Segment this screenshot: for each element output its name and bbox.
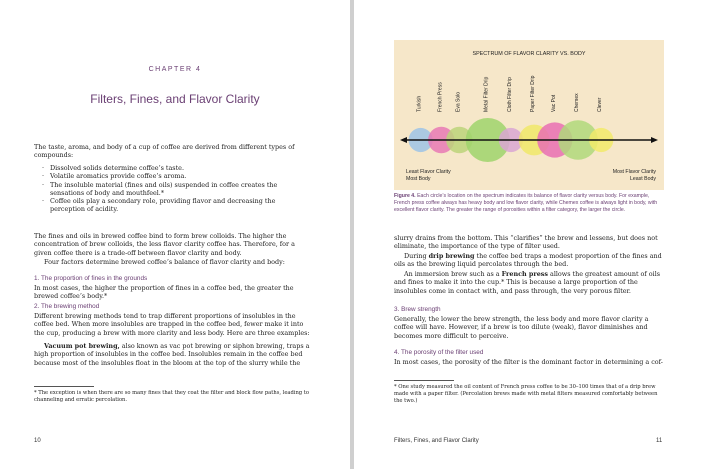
compound-list [42, 164, 312, 214]
list-item: · Coffee oils play a secondary role, providing flavor and decreasing the perception of acidity. [42, 197, 312, 214]
brewing-method-paragraph: Different brewing methods tend to trap different proportions of insolubles in the coffee bed. When more insolubles are trapped in the coffee bed, fewer make it into the cup, producing a brew with more clarity and less body. Here are three examples: [34, 312, 310, 337]
vacuum-pot-paragraph [34, 342, 312, 367]
drip-paragraph [394, 252, 666, 269]
four-factors-paragraph: Four factors determine brewed coffee’s balance of flavor clarity and body: [44, 258, 285, 266]
list-item: · Volatile aromatics provide coffee’s aroma. [42, 172, 312, 180]
point-label: Cloth Filter Drip [506, 77, 513, 112]
left-page [0, 0, 350, 469]
point-label: French Press [437, 82, 444, 112]
right-end-label: Most Flavor Clarity [612, 169, 656, 175]
filter-porosity-paragraph: In most cases, the porosity of the filter is the dominant factor in determining a cof- [394, 358, 663, 366]
footnote: * One study measured the oil content of French press coffee to be 30–100 times that of a drip brew made with a paper filter. (Percolation brews made with metal filters measured comfortably between the two.) [394, 384, 658, 404]
point-label: Chemex [574, 93, 581, 112]
running-head: Filters, Fines, and Flavor Clarity [394, 438, 479, 444]
footnote: * The exception is when there are so many fines that they coat the filter and block flow paths, leading to channeling and erratic percolation. [34, 390, 309, 403]
point-label: Turkish [416, 95, 423, 112]
heading-filter-porosity: 4. The porosity of the filter used [394, 349, 484, 356]
point-label: Paper Filter Drip [530, 75, 537, 112]
heading-fines-proportion: 1. The proportion of fines in the grounds [34, 275, 148, 282]
fines-paragraph: The fines and oils in brewed coffee bind to form brew colloids. The higher the concentration of brew colloids, the less flavor clarity coffee has. Therefore, for a given coffee there is a trade-off between flavor clarity and body. [34, 232, 295, 257]
press-text: allows the greatest amount of oils and fines to make it into the cup.* This is because a large proportion of the insolubles come in contact with, and pass through, the very porous filter. [394, 270, 661, 295]
axis-arrow-left [400, 137, 407, 143]
chart-title: SPECTRUM OF FLAVOR CLARITY VS. BODY [472, 51, 586, 57]
heading-brew-strength: 3. Brew strength [394, 306, 441, 313]
figure-caption [394, 193, 666, 214]
point-label: Clever [597, 97, 604, 112]
vacuum-pot-term: Vacuum pot brewing, [44, 342, 120, 350]
slurry-paragraph: slurry drains from the bottom. This “clarifies” the brew and lessens, but does not eliminate, the importance of the type of filter used. [394, 234, 658, 251]
french-press-paragraph [394, 270, 666, 295]
page-number: 10 [34, 438, 41, 444]
drip-text: the coffee bed traps a modest proportion of the fines and oils as the brewing liquid percolates through the bed. [394, 252, 662, 269]
list-item: · The insoluble material (fines and oils) suspended in coffee creates the sensations of body and mouthfeel.* [42, 181, 312, 198]
heading-brewing-method: 2. The brewing method [34, 303, 100, 310]
left-end-label: Most Body [406, 176, 431, 182]
spectrum-chart [394, 40, 664, 190]
left-end-label: Least Flavor Clarity [406, 169, 451, 175]
drip-term: drip brewing [428, 252, 475, 260]
figure-box [394, 40, 664, 190]
right-end-label: Least Body [630, 176, 656, 182]
fines-proportion-paragraph: In most cases, the higher the proportion of fines in a coffee bed, the greater the brewed coffee’s body.* [34, 284, 294, 301]
list-item: · Dissolved solids determine coffee’s taste. [42, 164, 312, 172]
chapter-title: Filters, Fines, and Flavor Clarity [90, 92, 260, 106]
point-label: Eva Solo [455, 91, 462, 112]
brew-strength-paragraph: Generally, the lower the brew strength, the less body and more flavor clarity a coffee will have. However, if a brew is too dilute (weak), flavor diminishes and becomes more difficult to perceive. [394, 315, 649, 340]
intro-paragraph: The taste, aroma, and body of a cup of coffee are derived from different types of compounds: [34, 143, 295, 160]
figure-caption-text: Each circle’s location on the spectrum indicates its balance of flavor clarity versus body. For example, French press coffee always has heavy body and low flavor clarity, while Chemex coffee is always light in body, with excellent flavor clarity. The greater the range of porosities within a filter category, the larger the circle. [394, 193, 658, 213]
point-label: Metal Filter Drip [483, 76, 490, 112]
right-page [354, 0, 704, 469]
footnote-rule [394, 380, 454, 381]
drip-pre: During [404, 252, 429, 260]
press-pre: An immersion brew such as a [404, 270, 502, 278]
point-label: Vac Pot [550, 94, 557, 112]
vacuum-pot-text: also known as vac pot brewing or siphon brewing, traps a high proportion of insolubles in the coffee bed. Insolubles remain in the coffee bed because most of the insolubles float in the bloom at the top of the slurry while the [34, 342, 310, 367]
footnote-rule [34, 386, 94, 387]
press-term: French press [501, 270, 548, 278]
figure-label: Figure 4. [394, 193, 416, 199]
chapter-label: CHAPTER 4 [148, 66, 202, 73]
axis-arrow-right [651, 137, 658, 143]
page-number: 11 [656, 438, 663, 444]
